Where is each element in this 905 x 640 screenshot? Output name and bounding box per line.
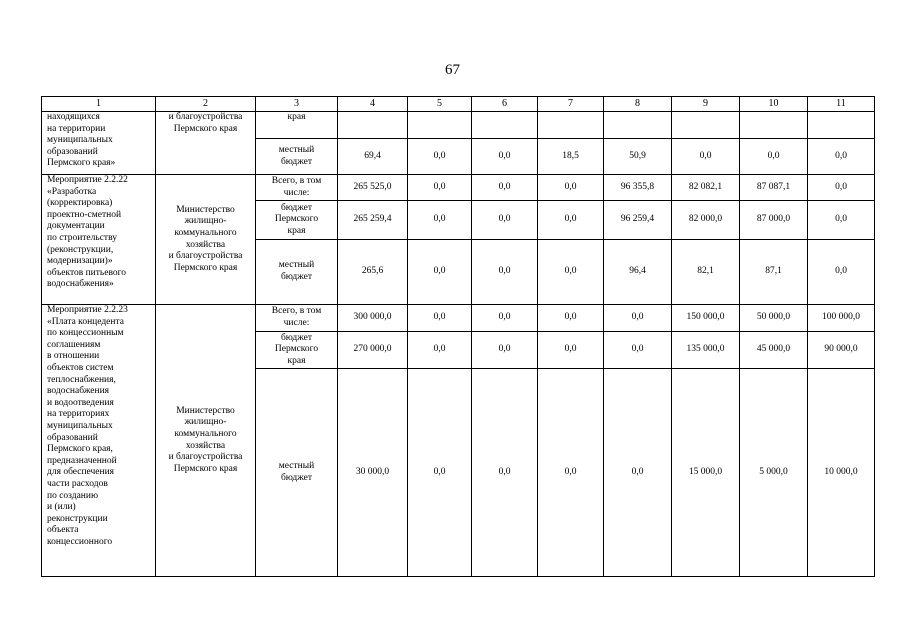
- value-cell: 265,6: [338, 240, 408, 305]
- value-cell: 0,0: [672, 139, 740, 175]
- value-cell: 82 082,1: [672, 175, 740, 201]
- value-cell: 0,0: [808, 139, 875, 175]
- column-header: 7: [538, 97, 604, 112]
- value-cell: 0,0: [408, 201, 472, 240]
- value-cell: [672, 112, 740, 139]
- funding-source: местный бюджет: [256, 240, 338, 305]
- value-cell: 0,0: [538, 369, 604, 577]
- column-number-row: [42, 97, 875, 112]
- value-cell: 0,0: [472, 332, 538, 369]
- value-cell: 0,0: [472, 369, 538, 577]
- value-cell: 0,0: [740, 139, 808, 175]
- value-cell: 0,0: [472, 240, 538, 305]
- column-header: 3: [256, 97, 338, 112]
- value-cell: 69,4: [338, 139, 408, 175]
- measure-name: Мероприятие 2.2.23 «Плата концедента по концессионным соглашениям в отношении объектов систем теплоснабжения, водоснабжения и водоотведения на территориях муниципальных образований Пермского края, предназначенной для обеспечения части расходов по созданию и (или) реконструкции объекта концессионного: [42, 305, 156, 577]
- value-cell: 0,0: [538, 332, 604, 369]
- value-cell: 0,0: [538, 201, 604, 240]
- value-cell: 0,0: [604, 369, 672, 577]
- value-cell: 300 000,0: [338, 305, 408, 332]
- measure-name: находящихся на территории муниципальных образований Пермского края»: [42, 112, 156, 175]
- value-cell: 0,0: [472, 305, 538, 332]
- value-cell: 87 087,1: [740, 175, 808, 201]
- value-cell: [408, 112, 472, 139]
- value-cell: 90 000,0: [808, 332, 875, 369]
- value-cell: 0,0: [604, 332, 672, 369]
- funding-source: местный бюджет: [256, 369, 338, 577]
- value-cell: 0,0: [472, 175, 538, 201]
- column-header: 11: [808, 97, 875, 112]
- value-cell: 5 000,0: [740, 369, 808, 577]
- value-cell: 45 000,0: [740, 332, 808, 369]
- executor: Министерство жилищно- коммунального хозяйства и благоустройства Пермского края: [156, 175, 256, 305]
- value-cell: 15 000,0: [672, 369, 740, 577]
- value-cell: 30 000,0: [338, 369, 408, 577]
- column-header: 2: [156, 97, 256, 112]
- value-cell: 0,0: [604, 305, 672, 332]
- budget-table: [41, 96, 875, 577]
- page-number: 67: [445, 62, 460, 78]
- value-cell: 82,1: [672, 240, 740, 305]
- value-cell: 0,0: [408, 175, 472, 201]
- value-cell: 0,0: [808, 201, 875, 240]
- funding-source: края: [256, 112, 338, 139]
- value-cell: 0,0: [538, 305, 604, 332]
- value-cell: 87,1: [740, 240, 808, 305]
- funding-source: бюджет Пермского края: [256, 201, 338, 240]
- value-cell: 0,0: [538, 175, 604, 201]
- value-cell: [808, 112, 875, 139]
- column-header: 9: [672, 97, 740, 112]
- value-cell: [472, 112, 538, 139]
- value-cell: 265 525,0: [338, 175, 408, 201]
- value-cell: 0,0: [538, 240, 604, 305]
- value-cell: 270 000,0: [338, 332, 408, 369]
- value-cell: 0,0: [472, 201, 538, 240]
- value-cell: 265 259,4: [338, 201, 408, 240]
- value-cell: 50 000,0: [740, 305, 808, 332]
- column-header: 5: [408, 97, 472, 112]
- measure-name: Мероприятие 2.2.22 «Разработка (корректировка) проектно-сметной документации по строительству (реконструкции, модернизации)» объектов питьевого водоснабжения»: [42, 175, 156, 305]
- funding-source: Всего, в том числе:: [256, 175, 338, 201]
- value-cell: 82 000,0: [672, 201, 740, 240]
- value-cell: 50,9: [604, 139, 672, 175]
- funding-source: местный бюджет: [256, 139, 338, 175]
- value-cell: [740, 112, 808, 139]
- value-cell: 0,0: [808, 240, 875, 305]
- value-cell: 96,4: [604, 240, 672, 305]
- column-header: 8: [604, 97, 672, 112]
- table-row: [42, 112, 875, 139]
- value-cell: 0,0: [808, 175, 875, 201]
- value-cell: 0,0: [408, 139, 472, 175]
- value-cell: 0,0: [408, 369, 472, 577]
- value-cell: 0,0: [472, 139, 538, 175]
- value-cell: [538, 112, 604, 139]
- column-header: 1: [42, 97, 156, 112]
- funding-source: бюджет Пермского края: [256, 332, 338, 369]
- value-cell: [604, 112, 672, 139]
- value-cell: 96 259,4: [604, 201, 672, 240]
- table-row: [42, 175, 875, 201]
- executor: и благоустройства Пермского края: [156, 112, 256, 175]
- table-row: [42, 305, 875, 332]
- value-cell: 18,5: [538, 139, 604, 175]
- value-cell: 10 000,0: [808, 369, 875, 577]
- executor: Министерство жилищно- коммунального хозяйства и благоустройства Пермского края: [156, 305, 256, 577]
- value-cell: 0,0: [408, 332, 472, 369]
- column-header: 10: [740, 97, 808, 112]
- value-cell: 135 000,0: [672, 332, 740, 369]
- value-cell: 87 000,0: [740, 201, 808, 240]
- value-cell: 96 355,8: [604, 175, 672, 201]
- column-header: 6: [472, 97, 538, 112]
- funding-source: Всего, в том числе:: [256, 305, 338, 332]
- value-cell: [338, 112, 408, 139]
- value-cell: 0,0: [408, 305, 472, 332]
- value-cell: 150 000,0: [672, 305, 740, 332]
- column-header: 4: [338, 97, 408, 112]
- value-cell: 100 000,0: [808, 305, 875, 332]
- value-cell: 0,0: [408, 240, 472, 305]
